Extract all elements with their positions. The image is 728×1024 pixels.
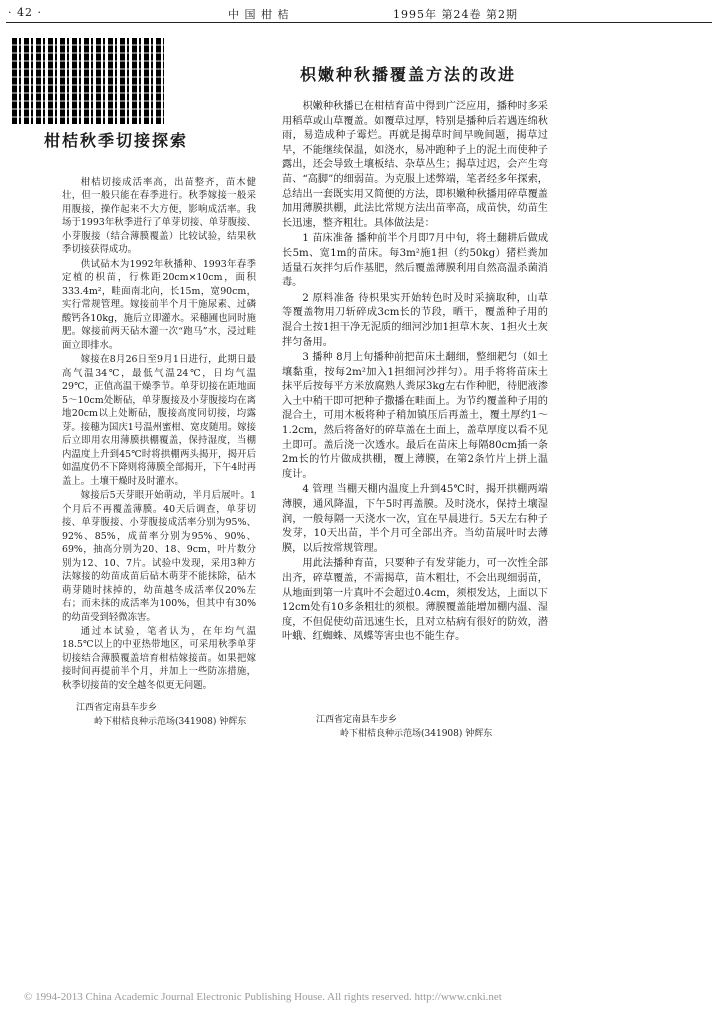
right-affiliation: 江西省定南县车步乡 <box>316 715 398 725</box>
paragraph: 嫁接后5天芽眼开始萌动，半月后展叶。1个月后不再覆盖薄膜。40天后调查，单芽切接、单芽腹接、小芽腹接成活率分别为95%、92%、85%，成苗率分别为95%、90%、69%，抽高分别为20、18、9cm，叶片数分别为12、10、7片。试验中发现，采用3种方法嫁接的幼苗成苗后砧木萌芽不能抹除，砧木萌芽随时抹掉的，幼苗越冬成活率仅20%左右；而未抹的成活率为100%，但其中有30%的幼苗受到轻微冻害。 <box>62 490 256 623</box>
paragraph: 嫁接在8月26日至9月1日进行，此期日最高气温34℃，最低气温24℃，日均气温29℃，正值高温干燥季节。单芽切接在距地面5～10cm处断砧，单芽腹接及小芽腹接均在离地20cm以上处断砧，腹接高度同切接，均露芽。接穗为国庆1号温州蜜柑、宽皮随用。嫁接后立即用农用薄膜拱棚覆盖，保持湿度，当棚内温度上升到45℃时将拱棚两头揭开，揭开后如温度仍不下降则将薄膜全部揭开，下午4时再盖上。土壤干燥时及时灌水。 <box>62 354 256 487</box>
journal-name: 中 国 柑 桔 <box>228 8 290 21</box>
page-number: · 42 · <box>8 6 42 19</box>
right-article-body <box>282 100 548 646</box>
issue-info: 1995年 第24卷 第2期 <box>393 8 518 21</box>
right-author: 岭下柑桔良种示范场(341908) 钟辉东 <box>340 729 493 739</box>
paragraph: 柑桔切接成活率高，出苗整齐，苗木健壮，但一般只能在春季进行。秋季嫁接一般采用腹接，操作起来不大方便，影响成活率。我场于1993年秋季进行了单芽切接、单芽腹接、小芽腹接（结合薄膜覆盖）比较试验，结果秋季切接获得成功。 <box>62 177 256 256</box>
left-article-body <box>62 176 256 693</box>
paragraph: 用此法播种育苗，只要种子有发芽能力，可一次性全部出齐，碎草覆盖，不需揭草，苗木粗壮，不会出现细弱苗，从地面到第一片真叶不会超过0.4cm，须根发达，上面以下12cm处有10多条粗壮的须根。薄膜覆盖能增加棚内温、湿度，不但促使幼苗迅速生长，且对立枯病有很好的防效，潜叶蛾、红蜘蛛、凤蝶等害虫也不能生存。 <box>282 558 548 643</box>
right-article-title: 枳嫩种秋播覆盖方法的改进 <box>300 65 517 84</box>
paragraph: 通过本试验，笔者认为，在年均气温18.5℃以上的中亚热带地区，可采用秋季单芽切接结合薄膜覆盖培育柑桔嫁接苗。如果把嫁接时间再提前半个月，并加上一些防冻措施，秋季切接苗的安全越冬似更无问题。 <box>62 625 256 691</box>
header-rule <box>6 22 712 23</box>
paragraph: 3 播种 8月上旬播种前把苗床土翻细，整细耙匀（如土壤黏重，按每2m²加入1担细河沙拌匀）。用手将将苗床土抹平后按每平方米放腐熟人粪尿3kg左右作种肥，待肥液渗入土中稍干即可把种子撒播在畦面上。为节约覆盖种子用的混合土，可用木板将种子稍加镇压后再盖土，覆土厚约1～1.2cm，然后将备好的碎草盖在土面上，盖草厚度以看不见土即可。盖后浇一次透水。最后在苗床上每隔80cm插一条2m长的竹片做成拱棚，覆上薄膜，在第2条竹片上拼上温度计。 <box>282 352 548 480</box>
paragraph: 4 管理 当棚天棚内温度上升到45℃时，揭开拱棚两端薄膜，通风降温，下午5时再盖膜。及时浇水，保持土壤湿润，一般每隔一天浇水一次，宜在早晨进行。5天左右种子发芽，10天出苗，半个月可全部出齐。当幼苗展叶时去薄膜，以后按常规管理。 <box>282 484 548 554</box>
left-affiliation: 江西省定南县车步乡 <box>76 703 158 713</box>
paragraph: 供试砧木为1992年秋播种、1993年春季定植的枳苗，行株距20cm×10cm，面积333.4m²，畦面南北向，长15m，宽90cm，实行常规管理。嫁接前半个月干施尿素、过磷酸钙各10kg，施后立即灌水。采穗圃也同时施肥。嫁接前两天砧木灌一次“跑马”水，浸过畦面立即排水。 <box>62 258 256 351</box>
paragraph: 2 原料准备 待枳果实开始转色时及时采摘取种，山草等覆盖物用刀斩碎成3cm长的节段，晒干，覆盖种子用的混合土按1担干净无泥质的细河沙加1担草木灰、1担火土灰拌匀备用。 <box>282 292 548 348</box>
left-article-title: 柑桔秋季切接探索 <box>44 131 189 150</box>
running-header <box>8 6 710 22</box>
column-logo-image <box>12 38 164 124</box>
copyright-footer: © 1994-2013 China Academic Journal Electronic Publishing House. All rights reserved. http://www.cnki.net <box>24 991 502 1003</box>
paragraph: 枳嫩种秋播已在柑桔育苗中得到广泛应用，播种时多采用稻草或山草覆盖。如覆草过厚，特别是播种后若遇连绵秋雨，易造成种子霉烂。再就是揭草时间早晚间题，揭草过早，不能继续保温，如浇水，易冲跑种子上的泥土而使种子露出，还会导致土壤板结、杂草丛生；揭草过迟，会产生弯苗、“高脚”的细弱苗。为克服上述弊端，笔者经多年探索，总结出一套既实用又简便的方法，即枳嫩种秋播用碎草覆盖加用薄膜拱棚，此法比常规方法出苗率高，成苗快，幼苗生长迅速，整齐粗壮。具体做法是： <box>282 101 548 229</box>
left-author: 岭下柑桔良种示范场(341908) 钟辉东 <box>94 717 247 727</box>
paragraph: 1 苗床准备 播种前半个月即7月中旬，将土翻耕后做成长5m、宽1m的苗床。每3m²施1担（约50kg）猪栏粪加适量石灰拌匀后作基肥，然后覆盖薄膜利用自然高温杀菌消毒。 <box>282 233 548 289</box>
